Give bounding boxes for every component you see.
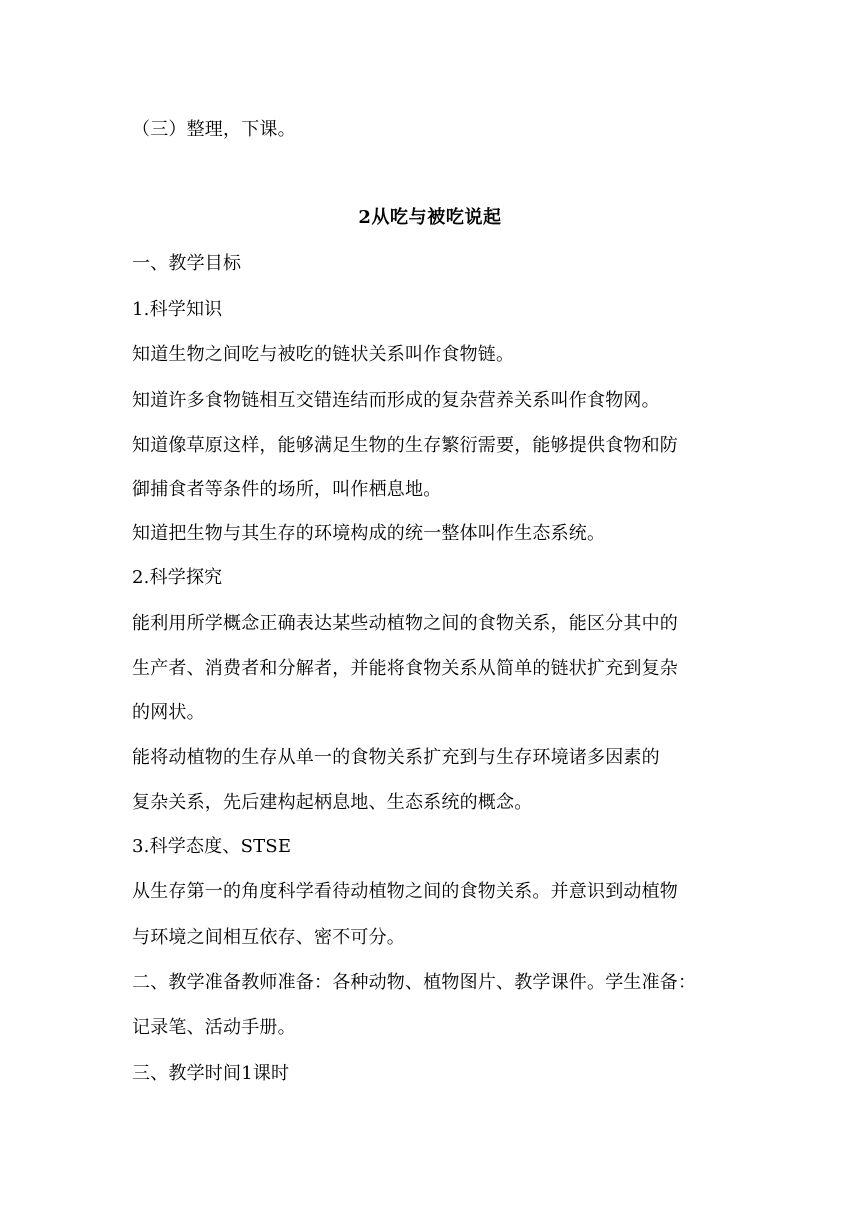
heading-teaching-time: 三、教学时间1课时 [132, 1063, 290, 1084]
paragraph-line: 能将动植物的生存从单一的食物关系扩充到与生存环境诸多因素的 [132, 747, 660, 768]
paragraph-line: 知道许多食物链相互交错连结而形成的复杂营养关系叫作食物网。 [132, 390, 660, 411]
paragraph-line: 生产者、消费者和分解者，并能将食物关系从简单的链状扩充到复杂 [132, 658, 678, 679]
paragraph-line: 知道把生物与其生存的环境构成的统一整体叫作生态系统。 [132, 523, 606, 544]
paragraph-line: 知道生物之间吃与被吃的链状关系叫作食物链。 [132, 344, 515, 365]
paragraph-line: 复杂关系，先后建构起柄息地、生态系统的概念。 [132, 792, 533, 813]
paragraph-line: 御捕食者等条件的场所，叫作栖息地。 [132, 479, 442, 500]
paragraph-line: 记录笔、活动手册。 [132, 1017, 296, 1038]
section-step-cleanup: （三）整理，下课。 [132, 119, 296, 140]
lesson-title: 2从吃与被吃说起 [358, 207, 502, 228]
paragraph-line: 从生存第一的角度科学看待动植物之间的食物关系。并意识到动植物 [132, 881, 678, 902]
subheading-science-attitude: 3.科学态度、STSE [132, 836, 292, 857]
paragraph-line: 知道像草原这样，能够满足生物的生存繁衍需要，能够提供食物和防 [132, 435, 678, 456]
heading-teaching-goals: 一、教学目标 [132, 253, 242, 274]
paragraph-line: 与环境之间相互依存、密不可分。 [132, 927, 405, 948]
heading-teaching-preparation: 二、教学准备教师准备：各种动物、植物图片、教学课件。学生准备： [132, 972, 697, 993]
paragraph-line: 的网状。 [132, 702, 205, 723]
paragraph-line: 能利用所学概念正确表达某些动植物之间的食物关系，能区分其中的 [132, 613, 678, 634]
subheading-science-inquiry: 2.科学探究 [132, 567, 223, 588]
subheading-science-knowledge: 1.科学知识 [132, 299, 223, 320]
